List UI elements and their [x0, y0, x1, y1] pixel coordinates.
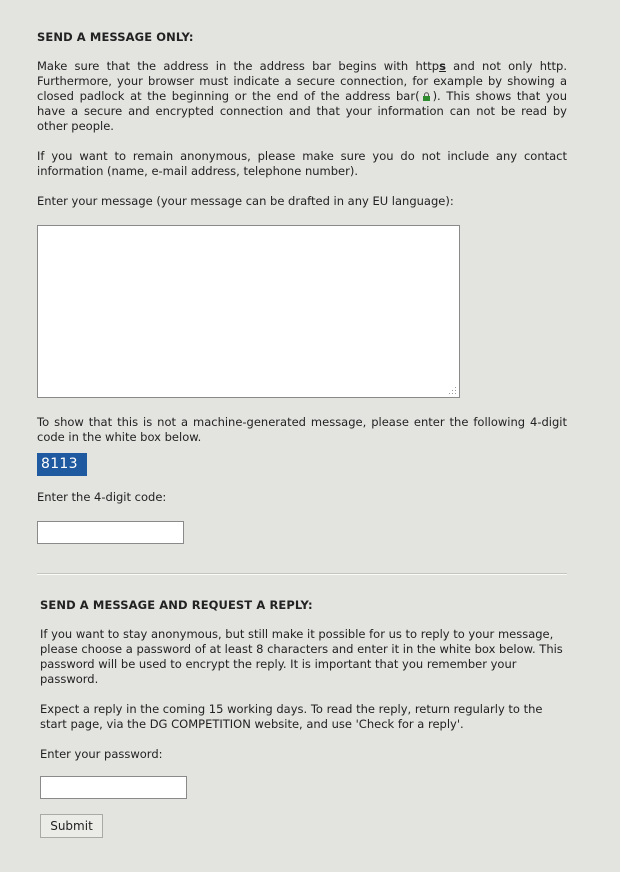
https-s-emphasis: s: [439, 59, 446, 73]
code-input[interactable]: [37, 521, 184, 544]
message-textarea[interactable]: [37, 225, 460, 398]
padlock-icon: [422, 92, 431, 101]
password-label: Enter your password:: [40, 747, 163, 761]
section-divider: [37, 573, 567, 575]
captcha-code: 8113: [37, 453, 87, 476]
password-instructions: If you want to stay anonymous, but still make it possible for us to reply to your message, please choose a password of at least 8 characters and enter it in the white box below. This password will be used to encrypt the reply. It is important that you remember your password.: [40, 627, 563, 686]
section-heading-request-reply: SEND A MESSAGE AND REQUEST A REPLY:: [40, 598, 313, 612]
password-input[interactable]: [40, 776, 187, 799]
reply-info: Expect a reply in the coming 15 working days. To read the reply, return regularly to the start page, via the DG COMPETITION website, and use 'Check for a reply'.: [40, 702, 543, 731]
send-message-request-reply-section: [40, 598, 567, 838]
security-text-part3: ). This shows that you have a secure and encrypted connection and that your information can not be read by other people.: [37, 89, 567, 133]
send-message-only-section: [37, 30, 567, 544]
security-notice: [37, 59, 567, 134]
anonymous-notice: If you want to remain anonymous, please make sure you do not include any contact information (name, e-mail address, telephone number).: [37, 149, 567, 178]
security-text-part2: and not only http. Furthermore, your browser must indicate a secure connection, for example by showing a closed padlock at the beginning or the end of the address bar(: [37, 59, 567, 103]
resize-grip-icon[interactable]: [449, 387, 457, 395]
message-label: Enter your message (your message can be drafted in any EU language):: [37, 194, 454, 208]
submit-button[interactable]: Submit: [40, 814, 103, 838]
code-label: Enter the 4-digit code:: [37, 490, 167, 504]
security-text-part1: Make sure that the address in the address bar begins with http: [37, 59, 440, 73]
section-heading-send-message-only: SEND A MESSAGE ONLY:: [37, 30, 194, 44]
captcha-instructions: To show that this is not a machine-generated message, please enter the following 4-digit code in the white box below.: [37, 415, 567, 444]
